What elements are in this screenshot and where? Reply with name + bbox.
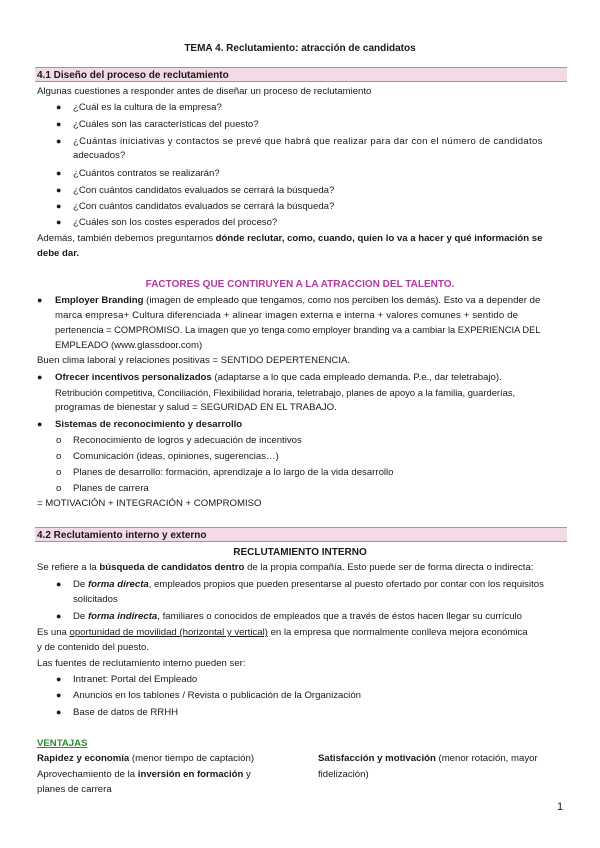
oportunidad-continuation: y de contenido del puesto. <box>37 642 150 653</box>
bullet-icon: ● <box>56 611 62 621</box>
bullet-icon: ● <box>37 295 43 305</box>
list-item: Reconocimiento de logros y adecuación de incentivos <box>73 435 302 446</box>
list-item: ¿Cuál es la cultura de la empresa? <box>73 102 222 113</box>
bullet-icon: ● <box>56 185 62 195</box>
list-item: Planes de desarrollo: formación, aprendizaje a lo largo de la vida desarrollo <box>73 467 394 478</box>
list-item: ¿Con cuántos candidatos evaluados se cerrará la búsqueda? <box>73 201 335 212</box>
circle-bullet-icon: o <box>56 435 62 446</box>
circle-bullet-icon: o <box>56 467 62 478</box>
forma-directa-line: De forma directa, empleados propios que pueden presentarse al puesto ofertado por contar con los requisitos <box>73 579 544 590</box>
list-item: Intranet: Portal del Empleado <box>73 674 198 685</box>
bullet-icon: ● <box>56 579 62 589</box>
bullet-icon: ● <box>56 168 62 178</box>
clima-line: Buen clima laboral y relaciones positivas = SENTIDO DEPERTENENCIA. <box>37 355 351 366</box>
incentivos-line-3: programas de bienestar y salud = SEGURIDAD EN EL TRABAJO. <box>55 402 337 413</box>
ventaja-satisfaccion: Satisfacción y motivación (menor rotación, mayor <box>318 753 538 764</box>
employer-branding-line-4: EMPLEADO (www.glassdoor.com) <box>55 340 203 351</box>
refiere-line: Se refiere a la búsqueda de candidatos dentro de la propia compañía. Esto puede ser de forma directa o indirecta: <box>37 562 534 573</box>
incentivos-line-1: Ofrecer incentivos personalizados (adaptarse a lo que cada empleado demanda. P.e., dar teletrabajo). <box>55 372 502 383</box>
list-item: ¿Con cuántos candidatos evaluados se cerrará la búsqueda? <box>73 185 335 196</box>
list-item: ¿Cuántos contratos se realizarán? <box>73 168 220 179</box>
ventaja-aprovechamiento: Aprovechamiento de la inversión en formación y <box>37 769 251 780</box>
motivacion-line: = MOTIVACIÓN + INTEGRACIÓN + COMPROMISO <box>37 498 262 509</box>
bullet-icon: ● <box>37 419 43 429</box>
document-title: TEMA 4. Reclutamiento: atracción de candidatos <box>184 43 416 54</box>
list-item: ¿Cuántas iniciativas y contactos se prevé que habrá que realizar para dar con el número de candidatos <box>73 136 543 147</box>
bullet-icon: ● <box>56 119 62 129</box>
bullet-icon: ● <box>56 707 62 717</box>
circle-bullet-icon: o <box>56 451 62 462</box>
bullet-icon: ● <box>37 372 43 382</box>
ventaja-satisfaccion-continuation: fidelización) <box>318 769 369 780</box>
ventaja-aprovechamiento-continuation: planes de carrera <box>37 784 112 795</box>
list-item: Anuncios en los tablones / Revista o publicación de la Organización <box>73 690 361 701</box>
bullet-icon: ● <box>56 102 62 112</box>
bullet-icon: ● <box>56 217 62 227</box>
bullet-icon: ● <box>56 136 62 146</box>
ventaja-rapidez: Rapidez y economía (menor tiempo de captación) <box>37 753 255 764</box>
oportunidad-line: Es una oportunidad de movilidad (horizontal y vertical) en la empresa que normalmente conlleva mejora económica <box>37 627 528 638</box>
page-number: 1 <box>557 801 564 813</box>
employer-branding-line-1: Employer Branding (imagen de empleado que tengamos, como nos perciben los demás). Esto va a depender de <box>55 295 541 306</box>
employer-branding-line-3: pertenencia = COMPROMISO. La imagen que yo tenga como employer branding va a cambiar la EXPERIENCIA DEL <box>55 325 541 335</box>
list-item: Comunicación (ideas, opiniones, sugerencias…) <box>73 451 279 462</box>
list-item: Base de datos de RRHH <box>73 707 179 718</box>
incentivos-line-2: Retribución competitiva, Conciliación, Flexibilidad horaria, teletrabajo, planes de apoyo a la familia, guarderías, <box>55 387 516 398</box>
employer-branding-line-2: marca empresa+ Cultura diferenciada + alinear imagen externa e interna + valores comunes + sentido de <box>55 310 519 321</box>
ventajas-heading: VENTAJAS <box>37 738 88 749</box>
list-item: ¿Cuáles son los costes esperados del proceso? <box>73 217 278 228</box>
factors-heading: FACTORES QUE CONTIRUYEN A LA ATRACCION DEL TALENTO. <box>145 279 455 290</box>
bullet-icon: ● <box>56 201 62 211</box>
forma-indirecta-line: De forma indirecta, familiares o conocidos de empleados que a través de éstos hacen llegar su currículo <box>73 611 523 622</box>
subheading-reclutamiento-interno: RECLUTAMIENTO INTERNO <box>233 547 367 558</box>
circle-bullet-icon: o <box>56 483 62 494</box>
section-heading-4-2: 4.2 Reclutamiento interno y externo <box>35 527 567 542</box>
fuentes-line: Las fuentes de reclutamiento interno pueden ser: <box>37 658 246 669</box>
sistemas-heading: Sistemas de reconocimiento y desarrollo <box>55 419 243 430</box>
list-item: Planes de carrera <box>73 483 149 494</box>
list-item-continuation: adecuados? <box>73 150 126 161</box>
forma-directa-continuation: solicitados <box>73 594 118 605</box>
section-heading-4-1: 4.1 Diseño del proceso de reclutamiento <box>35 67 567 82</box>
bullet-icon: ● <box>56 674 62 684</box>
also-paragraph-continuation: debe dar. <box>37 248 80 259</box>
list-item: ¿Cuáles son las características del puesto? <box>73 119 259 130</box>
bullet-icon: ● <box>56 690 62 700</box>
also-paragraph: Además, también debemos preguntarnos dónde reclutar, como, cuando, quien lo va a hacer y qué información se <box>37 233 543 244</box>
section-intro: Algunas cuestiones a responder antes de diseñar un proceso de reclutamiento <box>37 86 372 97</box>
